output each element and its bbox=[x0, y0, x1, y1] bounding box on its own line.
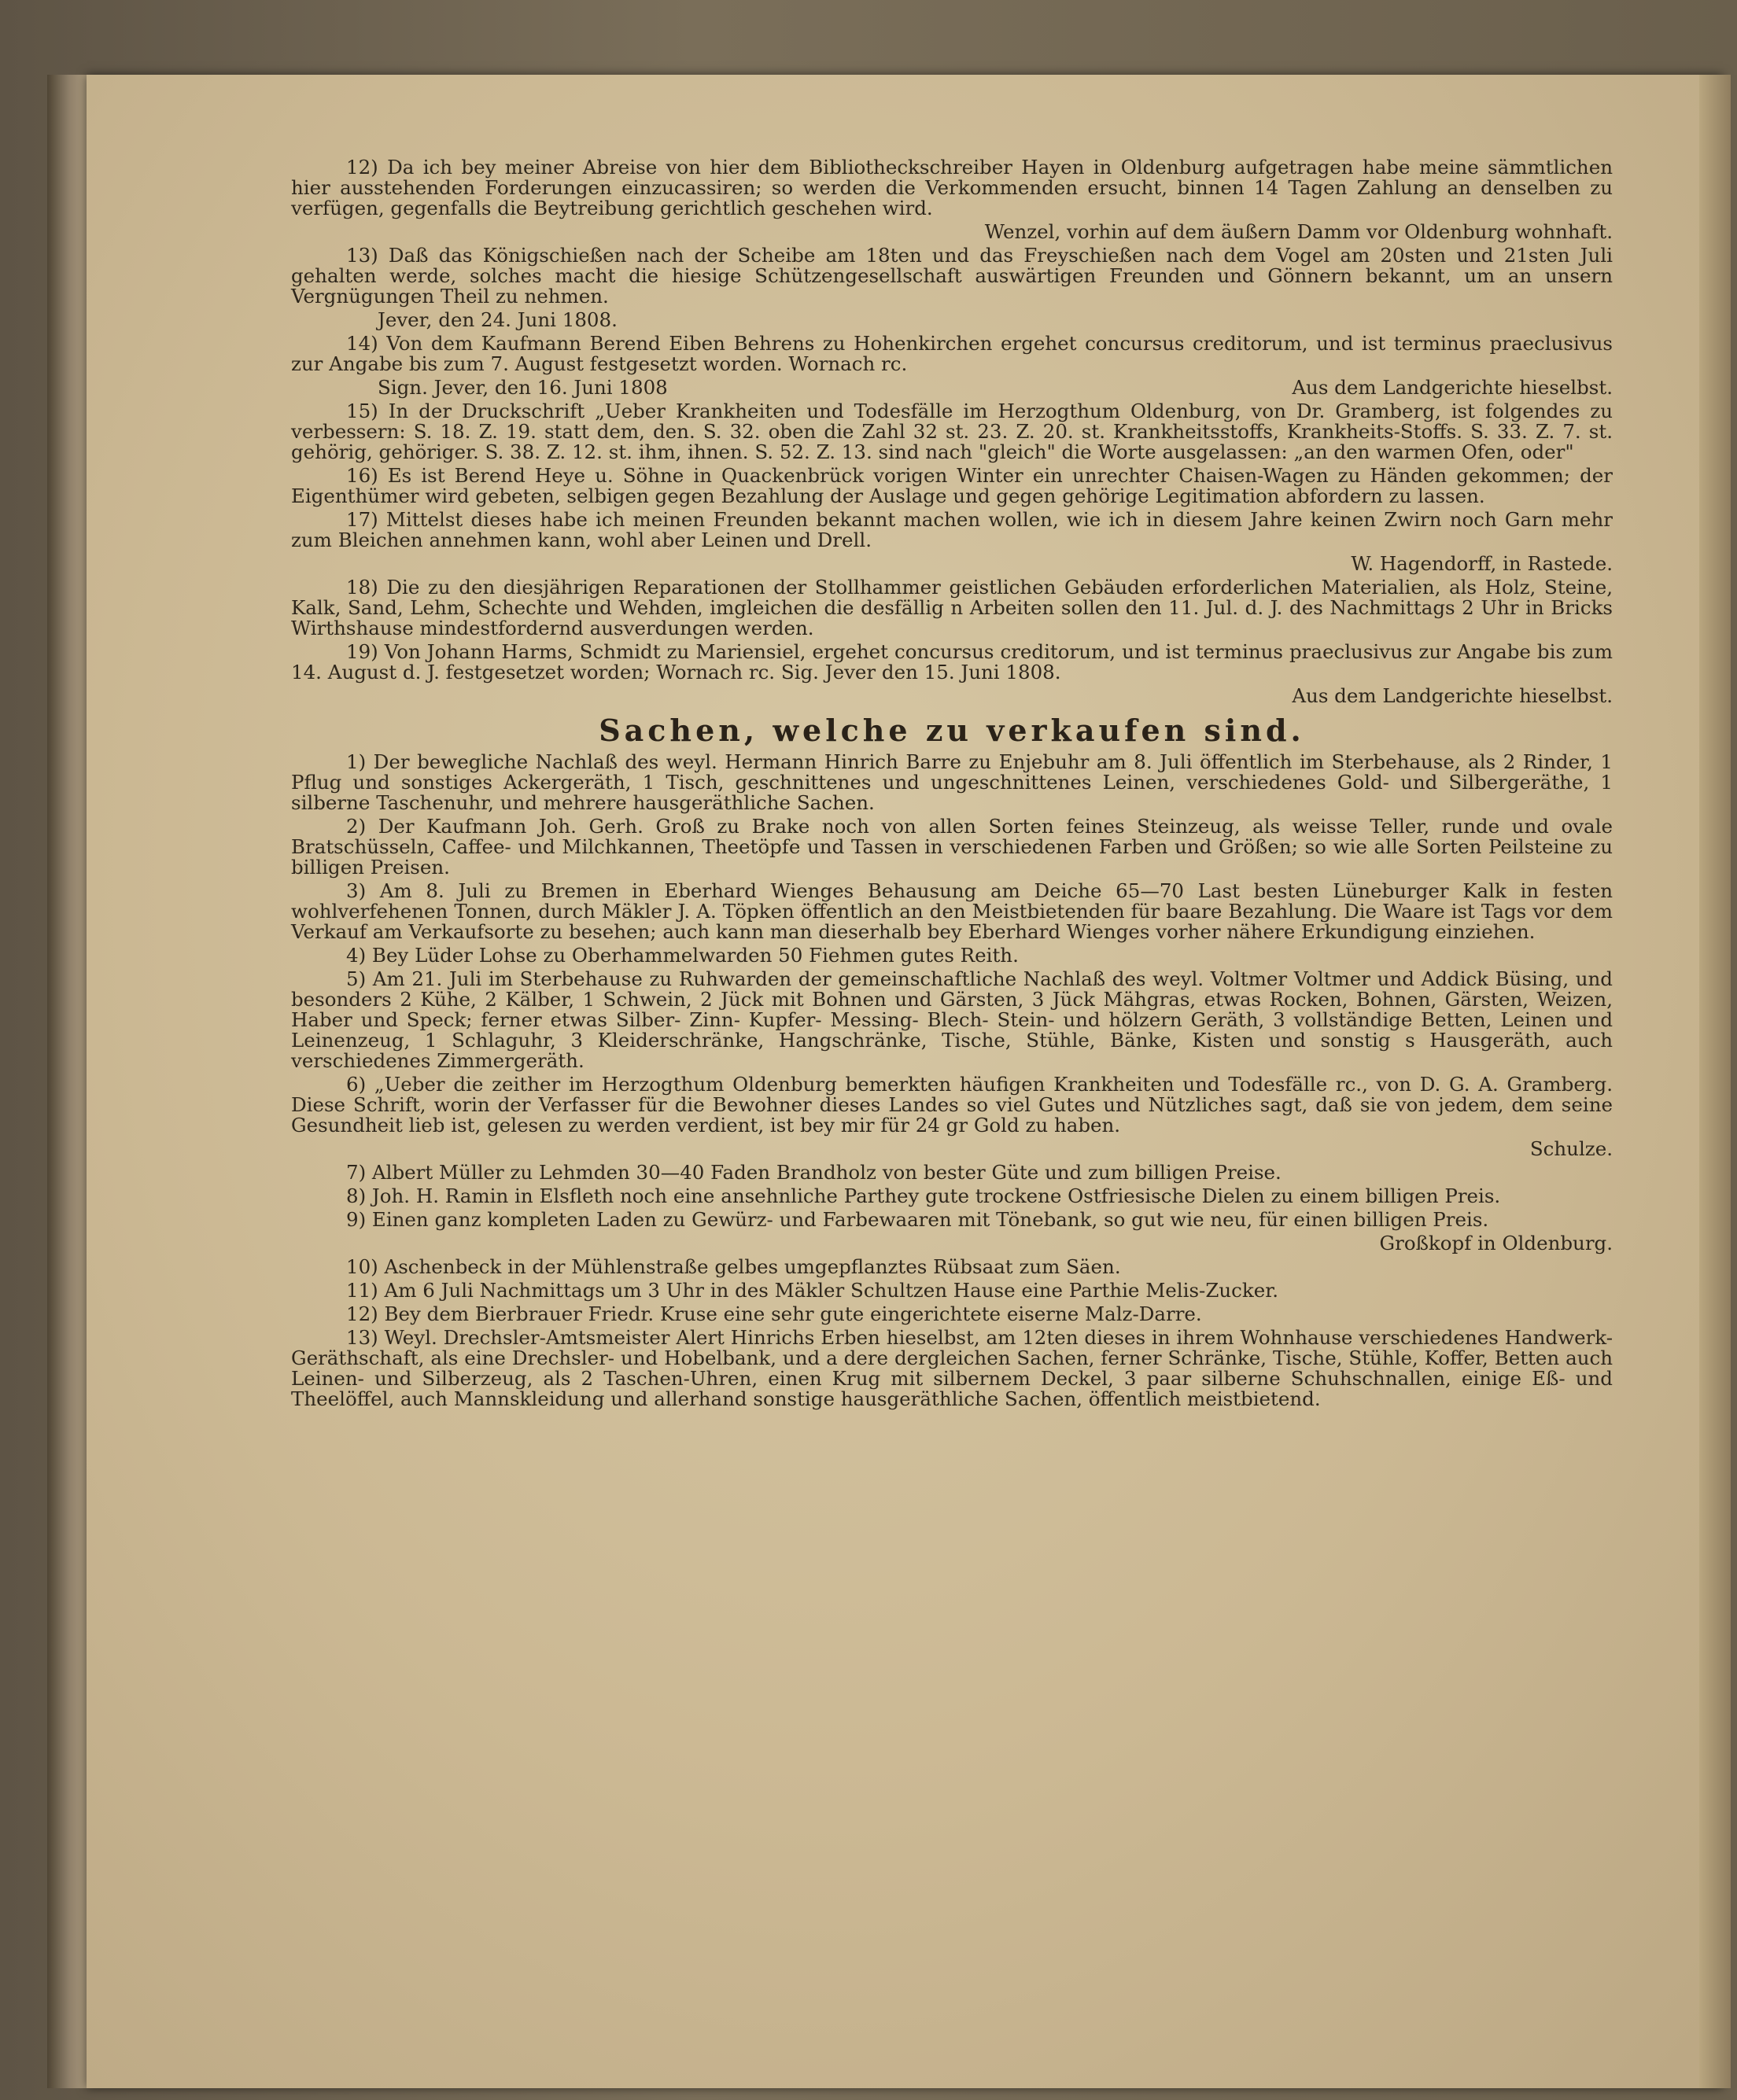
sale-4: 4) Bey Lüder Lohse zu Oberhammelwarden 50 Fiehmen gutes Reith. bbox=[346, 944, 1019, 967]
notice-14-signature: Aus dem Landgerichte hieselbst. bbox=[1292, 376, 1613, 399]
notice-12: 12) Da ich bey meiner Abreise von hier dem Bibliotheckschreiber Hayen in Oldenburg aufgetragen habe meine sämmtlichen hier ausstehenden Forderungen einzucassiren; so werden die Verkommenden ersucht, binnen 14 Tagen Zahlung an denselben zu verfügen, gegenfalls die Beytreibung gerichtlich geschehen wird. bbox=[291, 156, 1613, 219]
sale-5: 5) Am 21. Juli im Sterbehause zu Ruhwarden der gemeinschaftliche Nachlaß des weyl. Voltmer Voltmer und Addick Büsing, und besonders 2 Kühe, 2 Kälber, 1 Schwein, 2 Jück mit Bohnen und Gärsten, 3 Jück Mähgras, etwas Rocken, Bohnen, Gärsten, Weizen, Haber und Speck; ferner etwas Silber- Zinn- Kupfer- Messing- Blech- Stein- und hölzern Geräth, 3 vollständige Betten, Leinen und Leinenzeug, 1 Schlaguhr, 3 Kleiderschränke, Hangschränke, Tische, Stühle, Bänke, Kisten und sonstig s Hausgeräth, auch verschiedenes Zimmergeräth. bbox=[291, 967, 1613, 1072]
sale-6: 6) „Ueber die zeither im Herzogthum Oldenburg bemerkten häufigen Krankheiten und Todesfälle rc., von D. G. A. Gramberg. Diese Schrift, worin der Verfasser für die Bewohner dieses Landes so viel Gutes und Nützliches sagt, daß sie von jedem, dem seine Gesundheit lieb ist, gelesen zu werden verdient, ist bey mir für 24 gr Gold zu haben. bbox=[291, 1073, 1613, 1137]
sale-6-signature: Schulze. bbox=[1529, 1137, 1613, 1160]
sale-7: 7) Albert Müller zu Lehmden 30—40 Faden Brandholz von bester Güte und zum billigen Preise. bbox=[346, 1161, 1282, 1184]
notice-19: 19) Von Johann Harms, Schmidt zu Mariensiel, ergehet concursus creditorum, und ist terminus praeclusivus zur Angabe bis zum 14. August d. J. festgesetzet worden; Wornach rc. Sig. Jever den 15. Juni 1808. bbox=[291, 640, 1613, 683]
sale-13: 13) Weyl. Drechsler-Amtsmeister Alert Hinrichs Erben hieselbst, am 12ten dieses in ihrem Wohnhause verschiedenes Handwerk-Geräthschaft, als eine Drechsler- und Hobelbank, und a dere dergleichen Sachen, ferner Schränke, Tische, Stühle, Koffer, Betten auch Leinen- und Silberzeug, als 2 Taschen-Uhren, einen Krug mit silbernem Deckel, 3 paar silberne Schuhschnallen, einige Eß- und Theelöffel, auch Mannskleidung und allerhand sonstige hausgeräthliche Sachen, öffentlich meistbietend. bbox=[291, 1326, 1613, 1410]
notice-13-date: Jever, den 24. Juni 1808. bbox=[378, 308, 618, 331]
sale-11: 11) Am 6 Juli Nachmittags um 3 Uhr in des Mäkler Schultzen Hause eine Parthie Melis-Zucker. bbox=[346, 1279, 1279, 1302]
notice-17: 17) Mittelst dieses habe ich meinen Freunden bekannt machen wollen, wie ich in diesem Jahre keinen Zwirn noch Garn mehr zum Bleichen annehmen kann, wohl aber Leinen und Drell. bbox=[291, 508, 1613, 551]
sale-2: 2) Der Kaufmann Joh. Gerh. Groß zu Brake noch von allen Sorten feines Steinzeug, als weisse Teller, runde und ovale Bratschüsseln, Caffee- und Milchkannen, Theetöpfe und Tassen in verschiedenen Farben und Größen; so wie alle Sorten Peilsteine zu billigen Preisen. bbox=[291, 815, 1613, 879]
page-content bbox=[291, 157, 1613, 1413]
sale-12: 12) Bey dem Bierbrauer Friedr. Kruse eine sehr gute eingerichtete eiserne Malz-Darre. bbox=[346, 1302, 1202, 1325]
notice-14: 14) Von dem Kaufmann Berend Eiben Behrens zu Hohenkirchen ergehet concursus creditorum, und ist terminus praeclusivus zur Angabe bis zum 7. August festgesetzt worden. Wornach rc. bbox=[291, 332, 1613, 375]
sale-9: 9) Einen ganz kompleten Laden zu Gewürz- und Farbewaaren mit Tönebank, so gut wie neu, für einen billigen Preis. bbox=[346, 1208, 1489, 1231]
notice-15: 15) In der Druckschrift „Ueber Krankheiten und Todesfälle im Herzogthum Oldenburg, von Dr. Gramberg, ist folgendes zu verbessern: S. 18. Z. 19. statt dem, den. S. 32. oben die Zahl 32 st. 23. Z. 20. st. Krankheitsstoffs, Krankheits-Stoffs. S. 33. Z. 7. st. gehörig, gehöriger. S. 38. Z. 12. st. ihm, ihnen. S. 52. Z. 13. sind nach "gleich" die Worte ausgelassen: „an den warmen Ofen, oder" bbox=[291, 400, 1613, 463]
sale-10: 10) Aschenbeck in der Mühlenstraße gelbes umgepflanztes Rübsaat zum Säen. bbox=[346, 1255, 1121, 1278]
notice-14-footer bbox=[291, 378, 1613, 398]
sale-3: 3) Am 8. Juli zu Bremen in Eberhard Wienges Behausung am Deiche 65—70 Last besten Lüneburger Kalk in festen wohlverfehenen Tonnen, durch Mäkler J. A. Töpken öffentlich an den Meistbietenden für baare Bezahlung. Die Waare ist Tags vor dem Verkauf am Verkaufsorte zu besehen; auch kann man dieserhalb bey Eberhard Wienges vorher nähere Erkundigung einziehen. bbox=[291, 879, 1613, 943]
notice-18: 18) Die zu den diesjährigen Reparationen der Stollhammer geistlichen Gebäuden erforderlichen Materialien, als Holz, Steine, Kalk, Sand, Lehm, Schechte und Wehden, imgleichen die desfällig n Arbeiten sollen den 11. Jul. d. J. des Nachmittags 2 Uhr in Bricks Wirthshause mindestfordernd ausverdungen werden. bbox=[291, 576, 1613, 639]
sale-9-signature: Großkopf in Oldenburg. bbox=[1379, 1232, 1613, 1254]
notice-13: 13) Daß das Königschießen nach der Scheibe am 18ten und das Freyschießen nach dem Vogel am 20sten und 21sten Juli gehalten werde, solches macht die hiesige Schützengesellschaft auswärtigen Freunden und Gönnern bekannt, um an unsern Vergnügungen Theil zu nehmen. bbox=[291, 244, 1613, 308]
page-edges bbox=[1699, 75, 1731, 2088]
notice-14-date: Sign. Jever, den 16. Juni 1808 bbox=[378, 376, 668, 399]
notice-16: 16) Es ist Berend Heye u. Söhne in Quackenbrück vorigen Winter ein unrechter Chaisen-Wagen zu Händen gekommen; der Eigenthümer wird gebeten, selbigen gegen Bezahlung der Auslage und gegen gehörige Legitimation abfordern zu lassen. bbox=[291, 464, 1613, 507]
notice-17-signature: W. Hagendorff, in Rastede. bbox=[1351, 552, 1613, 575]
sale-8: 8) Joh. H. Ramin in Elsfleth noch eine ansehnliche Parthey gute trockene Ostfriesische Dielen zu einem billigen Preis. bbox=[346, 1184, 1501, 1207]
notice-12-signature: Wenzel, vorhin auf dem äußern Damm vor Oldenburg wohnhaft. bbox=[984, 220, 1613, 243]
notice-19-signature: Aus dem Landgerichte hieselbst. bbox=[1292, 684, 1613, 707]
section-heading: Sachen, welche zu verkaufen sind. bbox=[599, 713, 1305, 748]
sale-1: 1) Der bewegliche Nachlaß des weyl. Hermann Hinrich Barre zu Enjebuhr am 8. Juli öffentlich im Sterbehause, als 2 Rinder, 1 Pflug und sonstiges Ackergeräth, 1 Tisch, geschnittenes und ungeschnittenes Leinen, verschiedenes Gold- und Silbergeräthe, 1 silberne Taschenuhr, und mehrere hausgeräthliche Sachen. bbox=[291, 750, 1613, 814]
